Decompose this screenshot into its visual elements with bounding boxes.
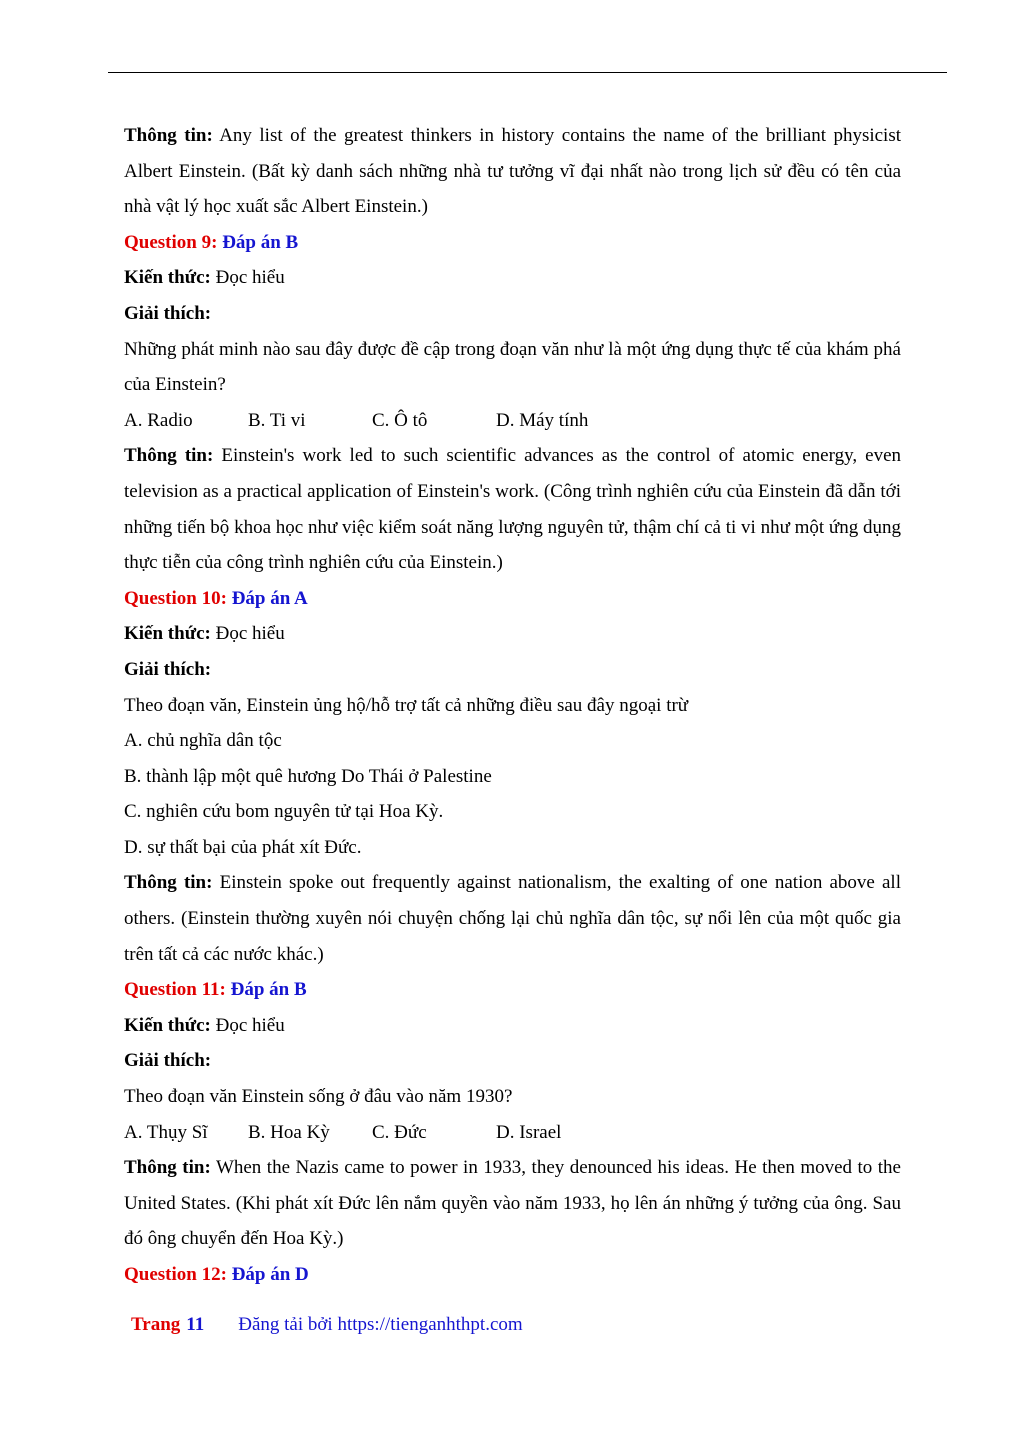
q10-option-b: B. thành lập một quê hương Do Thái ở Palestine xyxy=(124,765,492,787)
q10-option-c: C. nghiên cứu bom nguyên tử tại Hoa Kỳ. xyxy=(124,801,444,823)
q9-heading xyxy=(124,225,901,261)
footer-source-link[interactable]: Đăng tải bởi https://tienganhthpt.com xyxy=(238,1314,523,1335)
q11-explain-label: Giải thích: xyxy=(124,1050,212,1072)
q11-option-a: A. Thụy Sĩ xyxy=(124,1121,208,1143)
q8-info-text: Any list of the greatest thinkers in history contains the name of the brilliant physicist Albert Einstein. (Bất kỳ danh sách những nhà tư tưởng vĩ đại nhất nào trong lịch sử đều có tên của nhà vật lý học xuất sắc Albert Einstein.) xyxy=(124,125,901,218)
footer-page-number: 11 xyxy=(186,1314,205,1335)
q11-knowledge-text: Đọc hiểu xyxy=(210,1014,285,1036)
q9-question-text: Những phát minh nào sau đây được đề cập trong đoạn văn như là một ứng dụng thực tế của khám phá của Einstein? xyxy=(124,338,901,396)
q9-knowledge xyxy=(124,260,901,296)
q11-option-b: B. Hoa Kỳ xyxy=(248,1121,330,1143)
q11-knowledge-label: Kiến thức: xyxy=(124,1014,211,1036)
q12-answer: Đáp án D xyxy=(226,1264,309,1285)
q11-info-paragraph xyxy=(124,1150,901,1257)
q11-answer: Đáp án B xyxy=(225,979,307,1001)
q9-option-c: C. Ô tô xyxy=(372,409,428,431)
footer-page-label: Trang xyxy=(131,1314,181,1335)
q10-number: Question 10: xyxy=(124,587,227,609)
q9-option-a: A. Radio xyxy=(124,409,193,431)
q10-option-d: D. sự thất bại của phát xít Đức. xyxy=(124,836,362,858)
header-rule xyxy=(108,72,947,73)
q10-option-a: A. chủ nghĩa dân tộc xyxy=(124,730,282,752)
q8-info-paragraph xyxy=(124,118,901,225)
q11-info-label: Thông tin: xyxy=(124,1157,211,1179)
q12-heading xyxy=(124,1257,901,1293)
page-footer xyxy=(131,1314,523,1336)
q11-knowledge xyxy=(124,1008,901,1044)
q8-info-label: Thông tin: xyxy=(124,125,213,146)
q11-option-d: D. Israel xyxy=(496,1121,562,1143)
q9-options xyxy=(124,403,901,439)
q10-knowledge-label: Kiến thức: xyxy=(124,623,211,645)
q9-option-b: B. Ti vi xyxy=(248,409,306,431)
q9-info-label: Thông tin: xyxy=(124,445,214,467)
q9-answer: Đáp án B xyxy=(217,231,299,253)
q10-info-text: Einstein spoke out frequently against nationalism, the exalting of one nation above all others. (Einstein thường xuyên nói chuyện chống lại chủ nghĩa dân tộc, sự nổi lên của một quốc gia trên tất cả các nước khác.) xyxy=(124,872,901,965)
q10-knowledge-text: Đọc hiểu xyxy=(210,623,285,645)
q11-question-text: Theo đoạn văn Einstein sống ở đâu vào năm 1930? xyxy=(124,1086,513,1108)
q11-options xyxy=(124,1115,901,1151)
q9-knowledge-label: Kiến thức: xyxy=(124,267,211,289)
q10-info-label: Thông tin: xyxy=(124,872,213,894)
q9-info-paragraph xyxy=(124,438,901,580)
q11-number: Question 11: xyxy=(124,979,226,1001)
q9-explain-label: Giải thích: xyxy=(124,302,212,324)
q12-number: Question 12: xyxy=(124,1264,227,1285)
q10-explain-label: Giải thích: xyxy=(124,658,212,680)
q9-option-d: D. Máy tính xyxy=(496,409,589,431)
q11-option-c: C. Đức xyxy=(372,1121,427,1143)
q10-answer: Đáp án A xyxy=(226,587,308,609)
q9-info-text: Einstein's work led to such scientific advances as the control of atomic energy, even television as a practical application of Einstein's work. (Công trình nghiên cứu của Einstein đã dẫn tới những tiến bộ khoa học như việc kiểm soát năng lượng nguyên tử, thậm chí cả ti vi như một ứng dụng thực tiễn của công trình nghiên cứu của Einstein.) xyxy=(124,445,901,574)
q11-heading xyxy=(124,972,901,1008)
q11-info-text: When the Nazis came to power in 1933, they denounced his ideas. He then moved to the United States. (Khi phát xít Đức lên nắm quyền vào năm 1933, họ lên án những ý tưởng của ông. Sau đó ông chuyển đến Hoa Kỳ.) xyxy=(124,1157,901,1250)
q10-question-text: Theo đoạn văn, Einstein ủng hộ/hỗ trợ tất cả những điều sau đây ngoại trừ xyxy=(124,694,689,716)
page-content xyxy=(124,118,901,1293)
q9-knowledge-text: Đọc hiểu xyxy=(210,267,285,289)
q10-heading xyxy=(124,581,901,617)
q10-knowledge xyxy=(124,616,901,652)
q10-info-paragraph xyxy=(124,865,901,972)
q9-number: Question 9: xyxy=(124,231,218,253)
